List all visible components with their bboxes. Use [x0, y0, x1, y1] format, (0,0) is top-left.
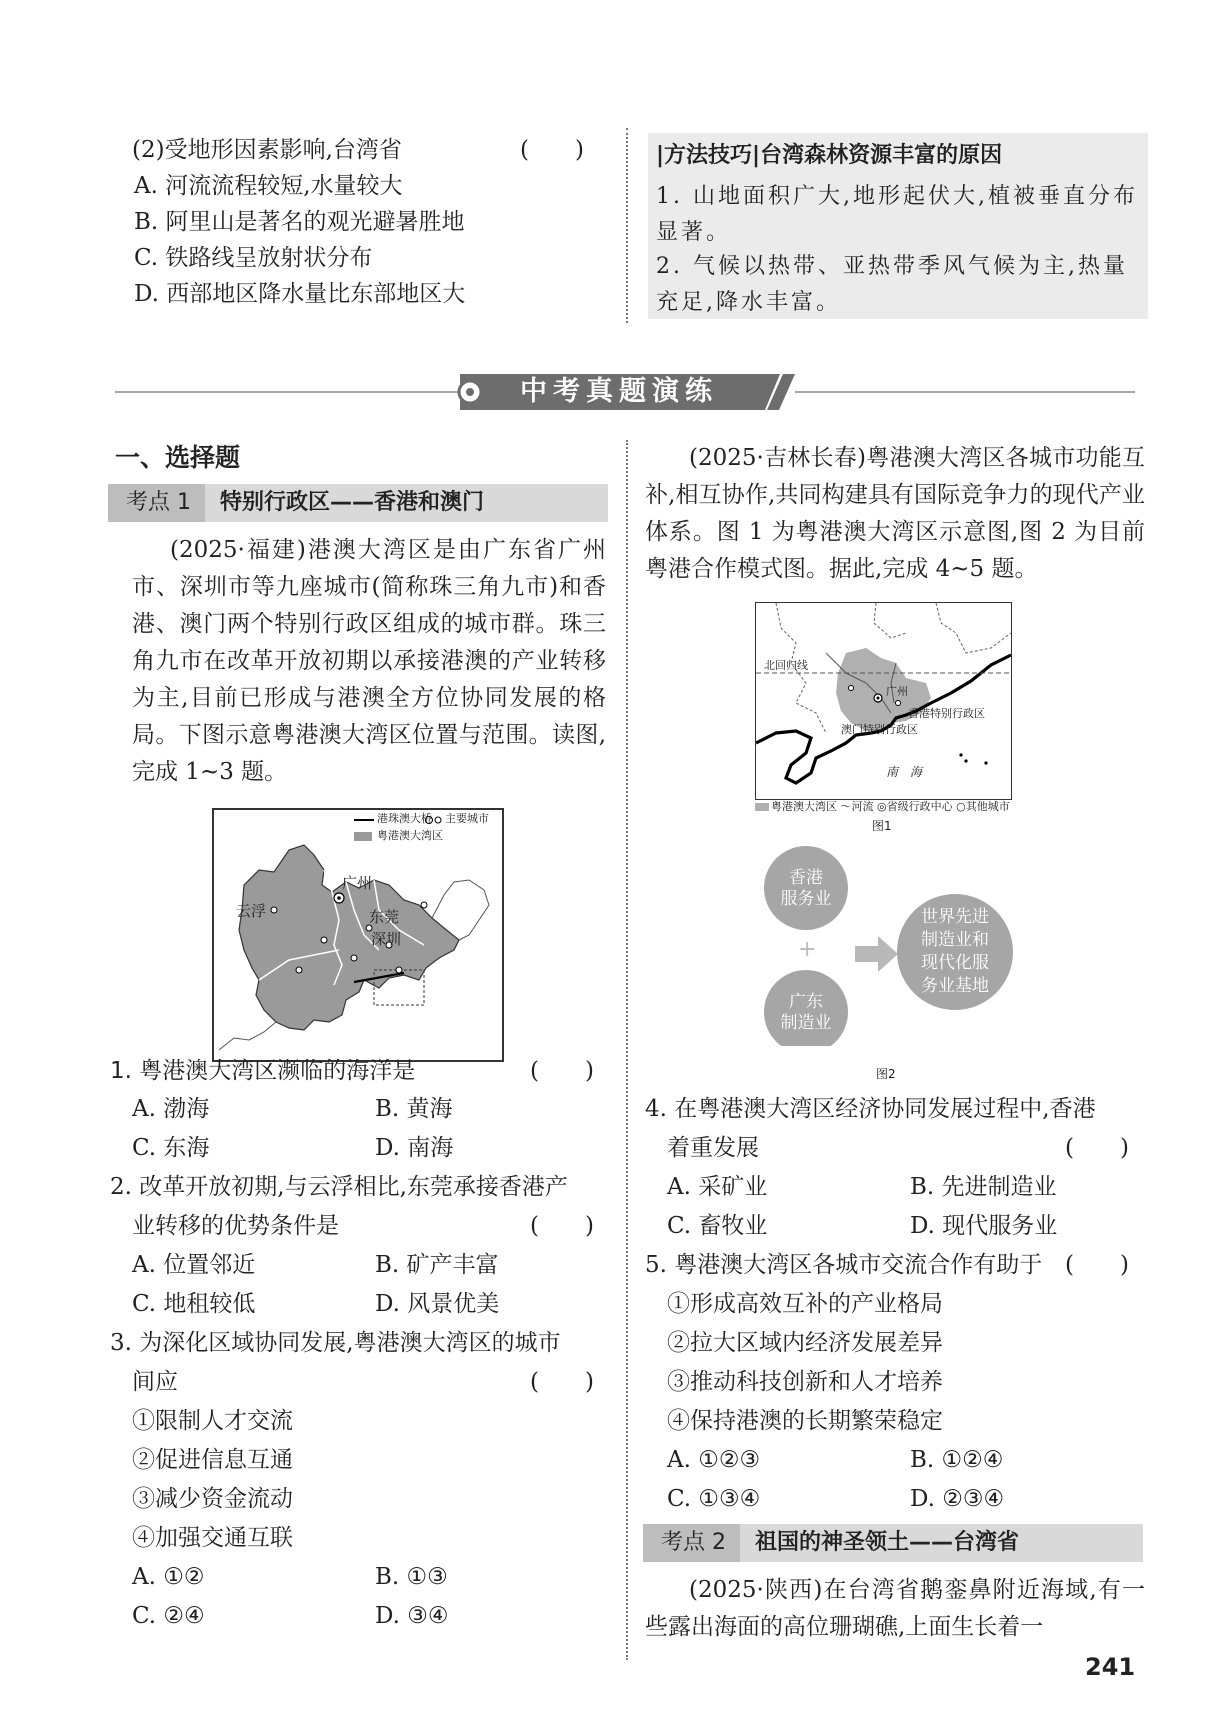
- q5-option-b: B. ①②④: [910, 1447, 1004, 1473]
- label-guangzhou: 广州: [342, 874, 373, 892]
- kaodian-1-bar: [108, 484, 608, 522]
- river-icon: 〜: [840, 800, 852, 813]
- kaodian-2-tag: 考点 2: [643, 1524, 740, 1562]
- q3-stem-line2: 间应: [132, 1369, 178, 1395]
- q3-item-1: ①限制人才交流: [132, 1408, 293, 1434]
- q4-option-a: A. 采矿业: [667, 1174, 768, 1200]
- q3-option-d: D. ③④: [375, 1603, 449, 1629]
- q4-stem-line2: 着重发展: [667, 1135, 759, 1161]
- column-divider: [626, 440, 628, 1660]
- q3-item-3: ③减少资金流动: [132, 1486, 293, 1512]
- page-number: 241: [1085, 1653, 1136, 1681]
- passage-2: (2025·吉林长春)粤港澳大湾区各城市功能互补,相互协作,共同构建具有国际竞争力的现代产业体系。图 1 为粤港澳大湾区示意图,图 2 为目前粤港合作模式图。据此,完成 4~5 题。: [645, 445, 1145, 582]
- legend-region-swatch: [755, 803, 769, 811]
- legend-region: 粤港澳大湾区: [377, 829, 443, 842]
- legend-bridge: 港珠澳大桥: [377, 812, 432, 825]
- fig2-hk-service: [770, 868, 842, 910]
- q2-stem-line2: 业转移的优势条件是: [132, 1213, 339, 1239]
- label-yunfu: 云浮: [236, 902, 267, 920]
- q1-answer-paren[interactable]: ( ): [530, 1058, 594, 1084]
- q4-stem-line1: 4. 在粤港澳大湾区经济协同发展过程中,香港: [645, 1096, 1096, 1122]
- q4-option-d: D. 现代服务业: [910, 1213, 1058, 1239]
- question-2-stem: (2)受地形因素影响,台湾省: [132, 137, 402, 163]
- q5-item-3: ③推动科技创新和人才培养: [667, 1369, 943, 1395]
- fig2-manufacturing-label: 制造业: [780, 1013, 832, 1033]
- q1-option-a: A. 渤海: [132, 1096, 210, 1122]
- fig1-sea-label: 南 海: [886, 765, 923, 779]
- q4-option-c: C. 畜牧业: [667, 1213, 768, 1239]
- q5-stem: 5. 粤港澳大湾区各城市交流合作有助于: [645, 1252, 1043, 1278]
- option-a: A. 河流流程较短,水量较大: [134, 173, 403, 199]
- legend-city: 主要城市: [445, 812, 489, 825]
- q3-stem-line1: 3. 为深化区域协同发展,粤港澳大湾区的城市: [110, 1330, 561, 1356]
- q4-answer-paren[interactable]: ( ): [1065, 1135, 1129, 1161]
- passage-1: (2025·福建)港澳大湾区是由广东省广州市、深圳市等九座城市(简称珠三角九市)和香港、澳门两个特别行政区组成的城市群。珠三角九市在改革开放初期以承接港澳的产业转移为主,目前已形成与港澳全方位协同发展的格局。下图示意粤港澳大湾区位置与范围。读图,完成 1~3 题。: [132, 537, 606, 785]
- fig1-map: [755, 602, 1012, 800]
- q3-option-c: C. ②④: [132, 1603, 205, 1629]
- fig2-hk-label: 香港: [789, 868, 823, 888]
- q4-option-b: B. 先进制造业: [910, 1174, 1057, 1200]
- kaodian-2-bar: [643, 1524, 1143, 1562]
- section-banner: [115, 370, 1135, 414]
- fig1-caption: 图1: [872, 819, 892, 833]
- answer-paren[interactable]: ( ): [520, 137, 584, 163]
- method-tips-title: |方法技巧|台湾森林资源丰富的原因: [656, 143, 1003, 168]
- city-icon: ○: [956, 800, 966, 813]
- q5-option-a: A. ①②③: [667, 1447, 761, 1473]
- method-tips-box: [648, 133, 1148, 319]
- fig2-service-label: 服务业: [780, 889, 832, 909]
- kaodian-1-title: 特别行政区——香港和澳门: [220, 490, 485, 515]
- q1-option-d: D. 南海: [375, 1135, 454, 1161]
- fig1-legend-city: 其他城市: [965, 800, 1010, 813]
- fig2-gd-manufacturing: [770, 992, 842, 1034]
- fig1-tropic-label: 北回归线: [764, 659, 808, 672]
- option-c: C. 铁路线呈放射状分布: [134, 245, 373, 271]
- fig2-diagram: [760, 846, 1080, 1046]
- fig2-result-line2: 制造业和: [921, 930, 989, 950]
- fig2-gd-label: 广东: [789, 992, 823, 1012]
- passage-3: (2025·陕西)在台湾省鹅銮鼻附近海域,有一些露出海面的高位珊瑚礁,上面生长着一: [645, 1577, 1145, 1640]
- q5-option-c: C. ①③④: [667, 1486, 761, 1512]
- fig2-result-line4: 务业基地: [921, 976, 989, 996]
- q3-item-4: ④加强交通互联: [132, 1525, 293, 1551]
- column-divider-top: [626, 128, 628, 323]
- gba-map-graphic: [214, 810, 502, 1060]
- q2-option-c: C. 地租较低: [132, 1291, 256, 1317]
- label-dongguan: 东莞: [369, 908, 400, 926]
- option-d: D. 西部地区降水量比东部地区大: [134, 281, 466, 307]
- q5-answer-paren[interactable]: ( ): [1065, 1252, 1129, 1278]
- q5-item-1: ①形成高效互补的产业格局: [667, 1291, 943, 1317]
- fig1-legend-region: 粤港澳大湾区: [771, 800, 837, 813]
- label-shenzhen: 深圳: [371, 930, 402, 948]
- q5-item-4: ④保持港澳的长期繁荣稳定: [667, 1408, 943, 1434]
- fig2-caption: 图2: [876, 1067, 896, 1081]
- kaodian-2-title: 祖国的神圣领土——台湾省: [755, 1530, 1020, 1555]
- q3-answer-paren[interactable]: ( ): [530, 1369, 594, 1395]
- q1-option-b: B. 黄海: [375, 1096, 453, 1122]
- banner-title: 中考真题演练: [520, 376, 718, 407]
- q2-stem-line1: 2. 改革开放初期,与云浮相比,东莞承接香港产: [110, 1174, 568, 1200]
- fig2-plus: +: [798, 937, 817, 962]
- method-tip-2: 2. 气候以热带、亚热带季风气候为主,热量充足,降水丰富。: [656, 254, 1128, 315]
- option-b: B. 阿里山是著名的观光避暑胜地: [134, 209, 465, 235]
- fig2-result-line3: 现代化服: [921, 953, 989, 973]
- fig2-result: [910, 906, 1000, 998]
- q1-stem: 1. 粤港澳大湾区濒临的海洋是: [110, 1058, 416, 1084]
- q2-answer-paren[interactable]: ( ): [530, 1213, 594, 1239]
- q5-item-2: ②拉大区域内经济发展差异: [667, 1330, 943, 1356]
- capital-icon: ◎: [877, 800, 887, 813]
- q3-item-2: ②促进信息互通: [132, 1447, 293, 1473]
- q2-option-a: A. 位置邻近: [132, 1252, 256, 1278]
- fig1-macau-label: 澳门特别行政区: [841, 723, 918, 736]
- q5-option-d: D. ②③④: [910, 1486, 1005, 1512]
- q2-option-b: B. 矿产丰富: [375, 1252, 499, 1278]
- method-tip-1: 1. 山地面积广大,地形起伏大,植被垂直分布显著。: [656, 184, 1138, 245]
- fig1-guangzhou-label: 广州: [886, 685, 908, 698]
- fig1-legend: [755, 799, 1055, 815]
- q3-option-a: A. ①②: [132, 1564, 205, 1590]
- fig2-result-line1: 世界先进: [921, 907, 989, 927]
- fig1-hk-label: 香港特别行政区: [908, 707, 985, 720]
- q1-option-c: C. 东海: [132, 1135, 210, 1161]
- fig1-legend-river: 河流: [851, 800, 874, 813]
- q3-option-b: B. ①③: [375, 1564, 448, 1590]
- section-heading: 一、选择题: [115, 443, 241, 472]
- fig1-map-graphic: [756, 603, 1011, 799]
- gba-map: [212, 808, 504, 1062]
- q2-option-d: D. 风景优美: [375, 1291, 500, 1317]
- kaodian-1-tag: 考点 1: [108, 484, 205, 522]
- fig1-legend-capital: 省级行政中心: [886, 800, 953, 813]
